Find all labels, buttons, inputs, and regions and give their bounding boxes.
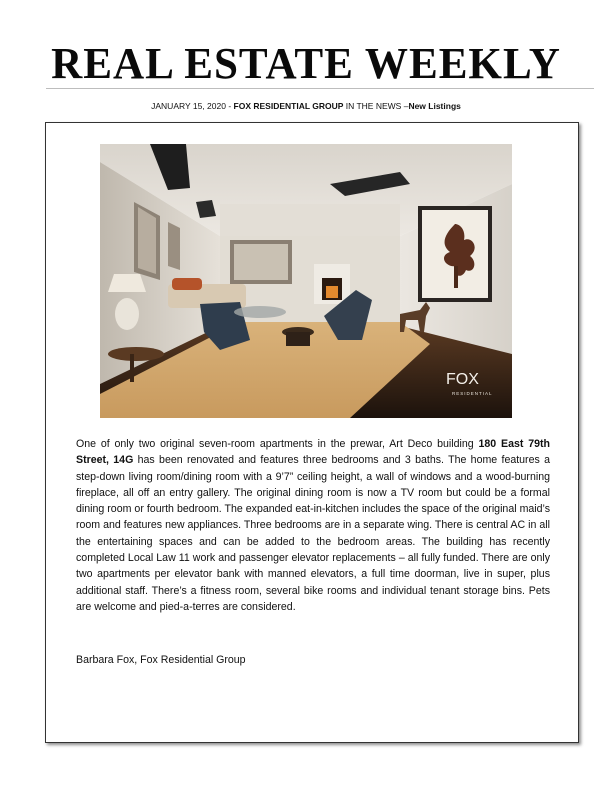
dateline (0, 101, 612, 111)
listing-photo (100, 144, 512, 418)
fox-logo-subtext: RESIDENTIAL (452, 391, 493, 396)
article-text: has been renovated and features three bedrooms and 3 baths. The home features a step-down living room/dining room with a 9’7” ceiling height, a wall of windows and a wood-burning fireplace, all off an entry gallery. The original dining room is now a TV room but could be a formal dining room or fourth bedroom. The expanded eat-in-kitchen includes the space of the original maid’s room and features new appliances. Three bedrooms are in a separate wing. There is central AC in all the entertaining spaces and can be added to the bedroom areas. The building has recently completed Local Law 11 work and passenger elevator replacements – all fully funded. There are only two apartments per elevator bank with manned elevators, a full time doorman, live in super, plus additional staff. There’s a fitness room, several bike rooms and individual tenant storage bins. Pets are welcome and pied-a-terres are considered. (76, 454, 550, 613)
article-address: 180 East 79th Street, 14G (76, 438, 550, 467)
dateline-in-the-news: IN THE NEWS – (343, 101, 409, 111)
dateline-date: JANUARY 15, 2020 (151, 101, 226, 111)
fox-logo-text: FOX (446, 371, 479, 388)
article-body (76, 436, 550, 615)
article-frame (45, 122, 579, 743)
dateline-group: FOX RESIDENTIAL GROUP (233, 101, 344, 111)
masthead-title: REAL ESTATE WEEKLY (51, 39, 561, 88)
dateline-section: New Listings (408, 101, 461, 111)
article-byline: Barbara Fox, Fox Residential Group (76, 654, 246, 666)
dateline-separator: - (225, 101, 234, 111)
masthead-rule (46, 88, 594, 89)
article-intro: One of only two original seven-room apartments in the prewar, Art Deco building (76, 438, 479, 450)
